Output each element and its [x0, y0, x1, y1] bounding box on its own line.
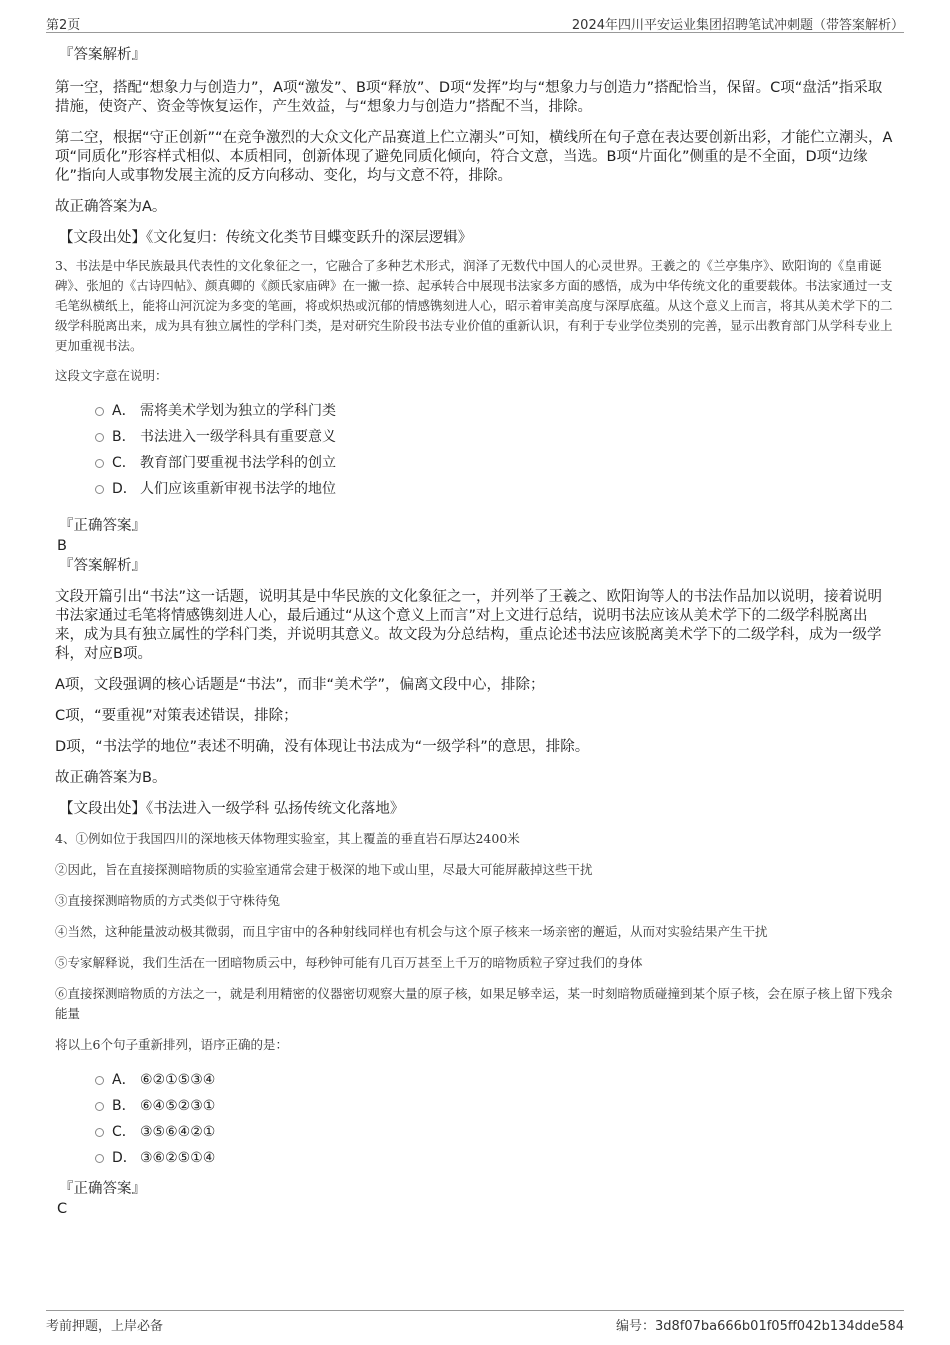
radio-icon[interactable]	[95, 1128, 104, 1137]
question-prompt: 这段文字意在说明：	[55, 368, 168, 383]
option-c[interactable]: C． 教育部门要重视书法学科的创立	[95, 450, 895, 476]
conclusion: 故正确答案为A。	[55, 199, 167, 215]
analysis-paragraph: D项，“书法学的地位”表述不明确，没有体现让书法成为“一级学科”的意思，排除。	[55, 739, 590, 755]
radio-icon[interactable]	[95, 1154, 104, 1163]
option-b[interactable]: B． 书法进入一级学科具有重要意义	[95, 424, 895, 450]
question-stem: 3、书法是中华民族最具代表性的文化象征之一，它融合了多种艺术形式，润泽了无数代中国人的心灵世界。王羲之的《兰亭集序》、欧阳询的《皇甫诞碑》、张旭的《古诗四帖》、颜真卿的《颜氏家庙碑》在一撇一捺、起承转合中展现书法家多方面的感悟，成为中华传统文化的重要载体。书法家通过一支毛笔纵横纸上，能将山河沉淀为多变的笔画，将或炽热或沉郁的情感镌刻进人心，昭示着审美高度与深厚底蕴。从这个意义上而言，将其从美术学下的二级学科脱离出来，成为具有独立属性的学科门类，是对研究生阶段书法专业价值的重新认识，有利于专业学位类别的完善，显示出教育部门从学科专业上更加重视书法。	[55, 258, 893, 353]
sentence-3: ③直接探测暗物质的方式类似于守株待兔	[55, 893, 281, 908]
option-list	[95, 1067, 895, 1171]
analysis-paragraph: 文段开篇引出“书法”这一话题，说明其是中华民族的文化象征之一，并列举了王羲之、欧阳询等人的书法作品加以说明，接着说明书法家通过毛笔将情感镌刻进人心，最后通过“从这个意义上而言”对上文进行总结，说明书法应该从美术学下的二级学科脱离出来，成为具有独立属性的学科门类，并说明其意义。故文段为分总结构，重点论述书法应该脱离美术学下的二级学科，成为一级学科，对应B项。	[55, 589, 883, 662]
page-header	[46, 12, 904, 33]
analysis-paragraph: A项，文段强调的核心话题是“书法”，而非“美术学”，偏离文段中心，排除；	[55, 677, 545, 693]
sentence-5: ⑤专家解释说，我们生活在一团暗物质云中，每秒钟可能有几百万甚至上千万的暗物质粒子穿过我们的身体	[55, 955, 643, 970]
radio-icon[interactable]	[95, 1102, 104, 1111]
option-d[interactable]: D． 人们应该重新审视书法学的地位	[95, 476, 895, 502]
analysis-label: 『答案解析』	[59, 47, 146, 63]
document-code: 编号：3d8f07ba666b01f05ff042b134dde584	[615, 1319, 904, 1334]
page-number: 第2页	[46, 18, 81, 33]
sentence-2: ②因此，旨在直接探测暗物质的实验室通常会建于极深的地下或山里，尽最大可能屏蔽掉这些干扰	[55, 862, 593, 877]
document-body	[55, 45, 895, 1219]
answer-value: C	[57, 1201, 68, 1217]
footer-slogan: 考前押题，上岸必备	[46, 1319, 164, 1334]
option-c[interactable]: C． ③⑤⑥④②①	[95, 1119, 895, 1145]
option-a[interactable]: A． ⑥②①⑤③④	[95, 1067, 895, 1093]
analysis-paragraph: 第二空，根据“守正创新”“在竞争激烈的大众文化产品赛道上伫立潮头”可知，横线所在句子意在表达要创新出彩，才能伫立潮头，A项“同质化”形容样式相似、本质相同，创新体现了避免同质化倾向，符合文意，当选。B项“片面化”侧重的是不全面，D项“边缘化”指向人或事物发展主流的反方向移动、变化，均与文意不符，排除。	[55, 130, 893, 184]
radio-icon[interactable]	[95, 459, 104, 468]
analysis-label: 『答案解析』	[59, 558, 146, 574]
sentence-4: ④当然，这种能量波动极其微弱，而且宇宙中的各种射线同样也有机会与这个原子核来一场亲密的邂逅，从而对实验结果产生干扰	[55, 924, 768, 939]
conclusion: 故正确答案为B。	[55, 770, 167, 786]
radio-icon[interactable]	[95, 485, 104, 494]
sentence-6: ⑥直接探测暗物质的方法之一，就是利用精密的仪器密切观察大量的原子核，如果足够幸运，某一时刻暗物质碰撞到某个原子核，会在原子核上留下残余能量	[55, 986, 893, 1021]
page-footer	[46, 1310, 904, 1335]
question-prompt: 将以上6个句子重新排列，语序正确的是：	[55, 1037, 288, 1052]
option-b[interactable]: B． ⑥④⑤②③①	[95, 1093, 895, 1119]
option-a[interactable]: A． 需将美术学划为独立的学科门类	[95, 398, 895, 424]
source-citation: 【文段出处】《书法进入一级学科 弘扬传统文化落地》	[59, 801, 405, 817]
source-citation: 【文段出处】《文化复归：传统文化类节目蝶变跃升的深层逻辑》	[59, 230, 473, 246]
analysis-paragraph: 第一空，搭配“想象力与创造力”，A项“激发”、B项“释放”、D项“发挥”均与“想象力与创造力”搭配恰当，保留。C项“盘活”指采取措施，使资产、资金等恢复运作，产生效益，与“想象力与创造力”搭配不当，排除。	[55, 80, 883, 115]
option-list	[95, 398, 895, 502]
radio-icon[interactable]	[95, 433, 104, 442]
option-d[interactable]: D． ③⑥②⑤①④	[95, 1145, 895, 1171]
answer-value: B	[57, 538, 67, 554]
analysis-paragraph: C项，“要重视”对策表述错误，排除；	[55, 708, 298, 724]
sentence-1: 4、①例如位于我国四川的深地核天体物理实验室，其上覆盖的垂直岩石厚达2400米	[55, 831, 520, 846]
answer-label: 『正确答案』	[59, 1181, 146, 1197]
document-title: 2024年四川平安运业集团招聘笔试冲刺题（带答案解析）	[571, 18, 904, 33]
radio-icon[interactable]	[95, 407, 104, 416]
radio-icon[interactable]	[95, 1076, 104, 1085]
answer-label: 『正确答案』	[59, 518, 146, 534]
